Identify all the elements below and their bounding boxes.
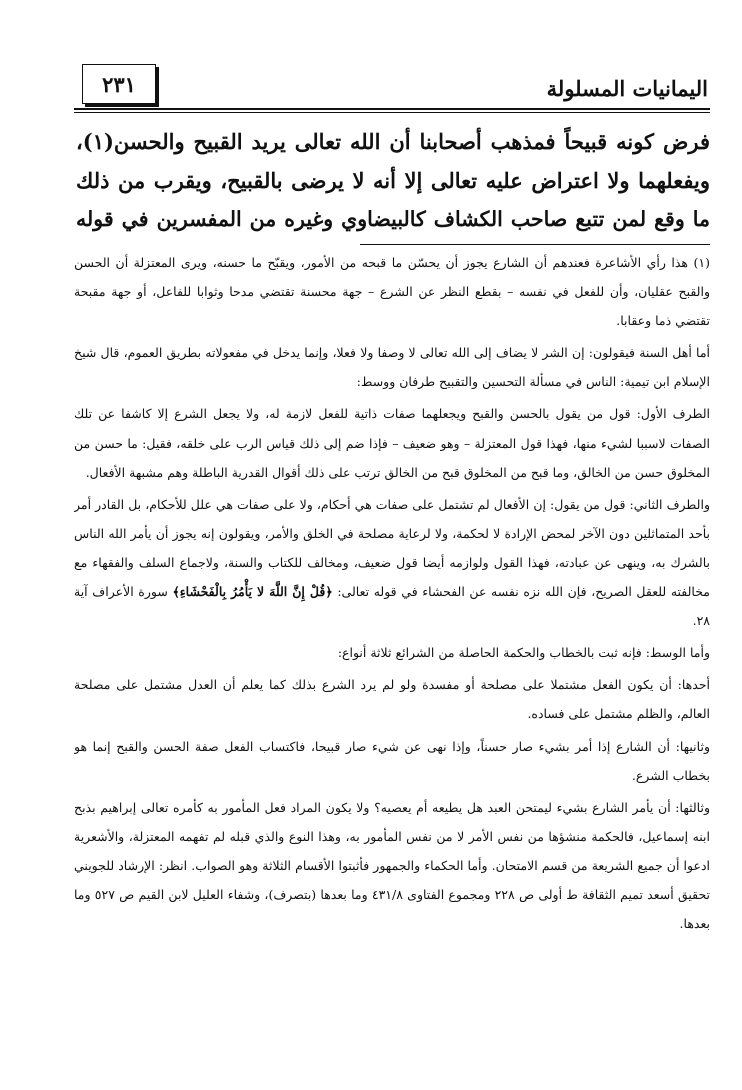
quran-quote: ﴿قُلْ إِنَّ اللَّهَ لا يَأْمُرُ بِالْفَحْشَاءِ﴾ [172,584,333,600]
page-number: ٢٣١ [82,64,156,104]
footnote-paragraph: أحدها: أن يكون الفعل مشتملا على مصلحة أو مفسدة ولو لم يرد الشرع بذلك كما يعلم أن العدل مشتمل على مصلحة العالم، والظلم مشتمل على فساده. [74,677,710,722]
running-title: اليمانيات المسلولة [546,76,708,101]
quran-reference: سورة الأعراف آية ٢٨. [74,584,710,629]
footnote-paragraph: وثانيها: أن الشارع إذا أمر بشيء صار حسناً، وإذا نهى عن شيء صار قبيحا، فاكتساب الفعل صفة الحسن والقبح إنما هو بخطاب الشرع. [74,738,710,783]
footnote-separator [360,244,710,245]
main-text-line: ما وقع لمن تتبع صاحب الكشاف كالبيضاوي وغيره من المفسرين في قوله [76,207,710,231]
main-text [76,122,710,239]
main-text-line: ويفعلهما ولا اعتراض عليه تعالى إلا أنه لا يرضى بالقبيح، ويقرب من ذلك [76,168,710,193]
footnote-paragraph: أما أهل السنة فيقولون: إن الشر لا يضاف إلى الله تعالى لا وصفا ولا فعلا، وإنما يدخل في مفعولاته بطريق العموم، قال شيخ الإسلام ابن تيمية: الناس في مسألة التحسين والتقبيح طرفان ووسط: [74,345,710,390]
footnote-paragraph-with-quran [74,490,710,635]
footnotes [74,248,710,1058]
main-text-line: فرض كونه قبيحاً فمذهب أصحابنا أن الله تعالى يريد القبيح والحسن(١)، [76,129,710,154]
footnote-text: والطرف الثاني: قول من يقول: إن الأفعال لم تشتمل على صفات هي أحكام، ولا على صفات هي علل للأحكام، بل القادر أمر بأحد المتماثلين دون الآخر لمحض الإرادة لا لحكمة، ولا لرعاية مصلحة في الخلق والأمر، ويقولون إنه يجوز أن يأمر الله الناس بالشرك به، وينهى عن عبادته، فهذا القول ولوازمه أيضا قول ضعيف، ومخالف للكتاب والسنة، ولاجماع السلف والفقهاء مع مخالفته للعقل الصريح، فإن الله نزه نفسه عن الفحشاء في قوله تعالى: [74,496,710,600]
page-header [74,62,708,108]
footnote-paragraph: (١) هذا رأي الأشاعرة فعندهم أن الشارع يجوز أن يحسّن ما قبحه من الأمور، ويقبّح ما حسنه، ويرى المعتزلة أن الحسن والقبح عقليان، وأن للفعل في نفسه – بقطع النظر عن الشرع – جهة محسنة تقتضي مدحا وثوابا للفاعل، أو جهة مقبحة تقتضي ذما وعقابا. [74,255,710,329]
header-rule [74,108,710,110]
footnote-paragraph: وثالثها: أن يأمر الشارع بشيء ليمتحن العبد هل يطيعه أم يعصيه؟ ولا يكون المراد فعل المأمور به كأمره تعالى إبراهيم بذبح ابنه إسماعيل، فالحكمة منشؤها من نفس الأمر لا من نفس المأمور به، وهذا النوع والذي قبله لم تفهمه المعتزلة، والأشعرية ادعوا أن جميع الشريعة من قسم الامتحان. وأما الحكماء والجمهور فأثبتوا الأقسام الثلاثة وهو الصواب. انظر: الإرشاد للجويني تحقيق أسعد تميم الثقافة ط أولى ص ٢٢٨ ومجموع الفتاوى ٤٣١/٨ وما بعدها (بتصرف)، وشفاء العليل لابن القيم ص ٥٢٧ وما بعدها. [74,799,710,932]
header-rule-thin [74,112,710,113]
footnote-paragraph: الطرف الأول: قول من يقول بالحسن والقبح ويجعلهما صفات ذاتية للفعل لازمة له، ولا يجعل الشرع إلا كاشفا عن تلك الصفات لاسببا لشيء منها، فهذا قول المعتزلة – وهو ضعيف – فإذا ضم إلى ذلك قياس الرب على خلقه، فقيل: ما حسن من المخلوق حسن من الخالق، وما قبح من المخلوق قبح من الخالق ترتب على ذلك أقوال القدرية الباطلة وهم مشبهة الأفعال. [74,406,710,480]
footnote-paragraph: وأما الوسط: فإنه ثبت بالخطاب والحكمة الحاصلة من الشرائع ثلاثة أنواع: [337,645,710,661]
